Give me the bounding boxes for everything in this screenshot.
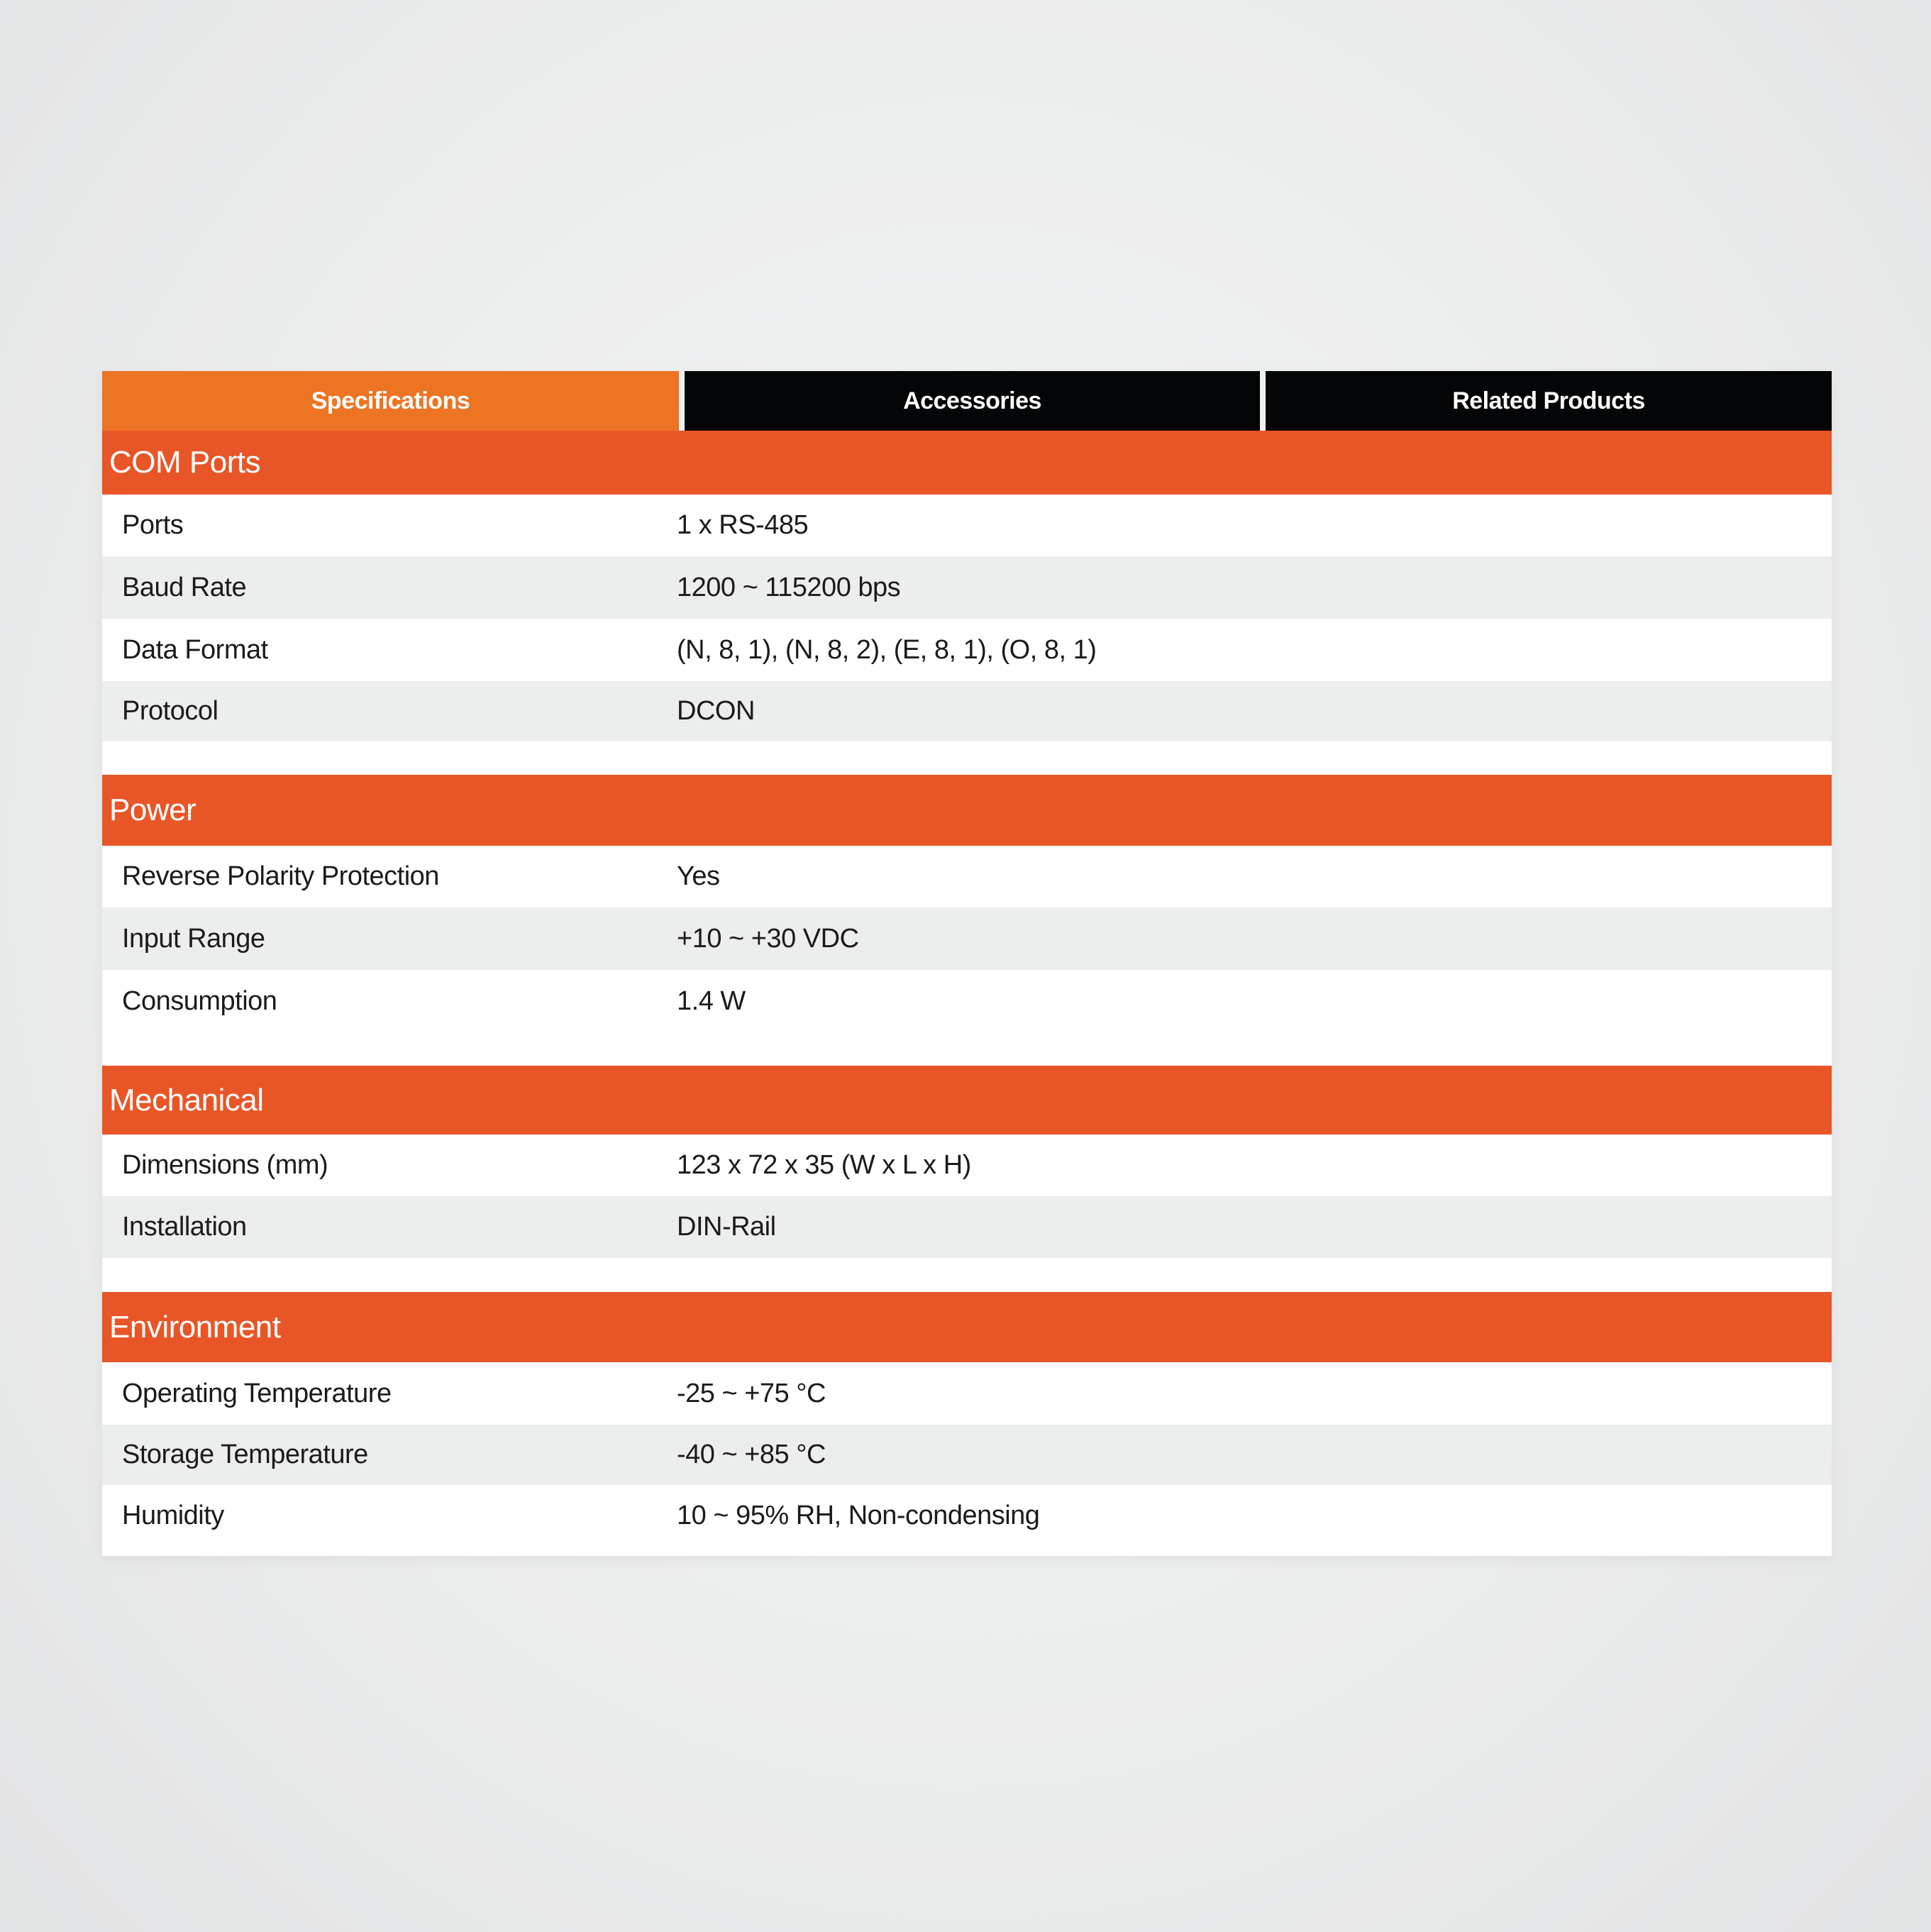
row-label: Operating Temperature <box>122 1378 392 1408</box>
tab-bar <box>102 371 1832 431</box>
row-label: Ports <box>122 510 184 540</box>
row-value: 1 x RS-485 <box>677 510 809 540</box>
row-label: Consumption <box>122 986 277 1016</box>
row-value: -25 ~ +75 °C <box>677 1378 826 1408</box>
table-row <box>102 619 1832 681</box>
section-header-power <box>102 775 1832 846</box>
table-row <box>102 1485 1832 1556</box>
row-value: +10 ~ +30 VDC <box>677 923 859 954</box>
table-row <box>102 495 1832 556</box>
table-row <box>102 681 1832 741</box>
row-label: Humidity <box>122 1500 224 1530</box>
section-header-com-ports <box>102 431 1832 495</box>
row-label: Baud Rate <box>122 572 247 602</box>
row-value: 1.4 W <box>677 986 746 1016</box>
row-label: Reverse Polarity Protection <box>122 861 439 891</box>
row-label: Data Format <box>122 634 268 665</box>
table-row <box>102 970 1832 1032</box>
row-label: Installation <box>122 1212 247 1242</box>
table-row <box>102 846 1832 907</box>
section-title: Mechanical <box>109 1082 264 1117</box>
tab-accessories[interactable]: Accessories <box>685 371 1260 431</box>
section-spacer <box>102 1258 1832 1292</box>
tab-specifications[interactable]: Specifications <box>102 371 679 431</box>
section-title: Power <box>109 793 197 827</box>
section-header-mechanical <box>102 1066 1832 1135</box>
tab-related-products[interactable]: Related Products <box>1266 371 1832 431</box>
specifications-panel <box>102 371 1832 1556</box>
table-row <box>102 1196 1832 1258</box>
row-label: Dimensions (mm) <box>122 1150 328 1180</box>
table-row <box>102 1425 1832 1485</box>
row-value: 123 x 72 x 35 (W x L x H) <box>677 1150 971 1180</box>
row-label: Protocol <box>122 696 218 726</box>
table-row <box>102 1135 1832 1196</box>
section-title: Environment <box>109 1309 281 1345</box>
row-value: DIN-Rail <box>677 1212 776 1242</box>
row-value: Yes <box>677 861 720 891</box>
row-value: 10 ~ 95% RH, Non-condensing <box>677 1500 1040 1530</box>
table-row <box>102 907 1832 970</box>
row-label: Storage Temperature <box>122 1440 368 1469</box>
row-value: -40 ~ +85 °C <box>677 1440 826 1469</box>
table-row <box>102 1362 1832 1425</box>
section-spacer <box>102 741 1832 775</box>
row-value: 1200 ~ 115200 bps <box>677 572 901 602</box>
row-value: (N, 8, 1), (N, 8, 2), (E, 8, 1), (O, 8, 1) <box>677 634 1097 665</box>
section-header-environment <box>102 1292 1832 1362</box>
section-title: COM Ports <box>109 445 261 480</box>
row-value: DCON <box>677 696 755 726</box>
section-spacer <box>102 1032 1832 1066</box>
table-row <box>102 556 1832 619</box>
row-label: Input Range <box>122 923 265 954</box>
